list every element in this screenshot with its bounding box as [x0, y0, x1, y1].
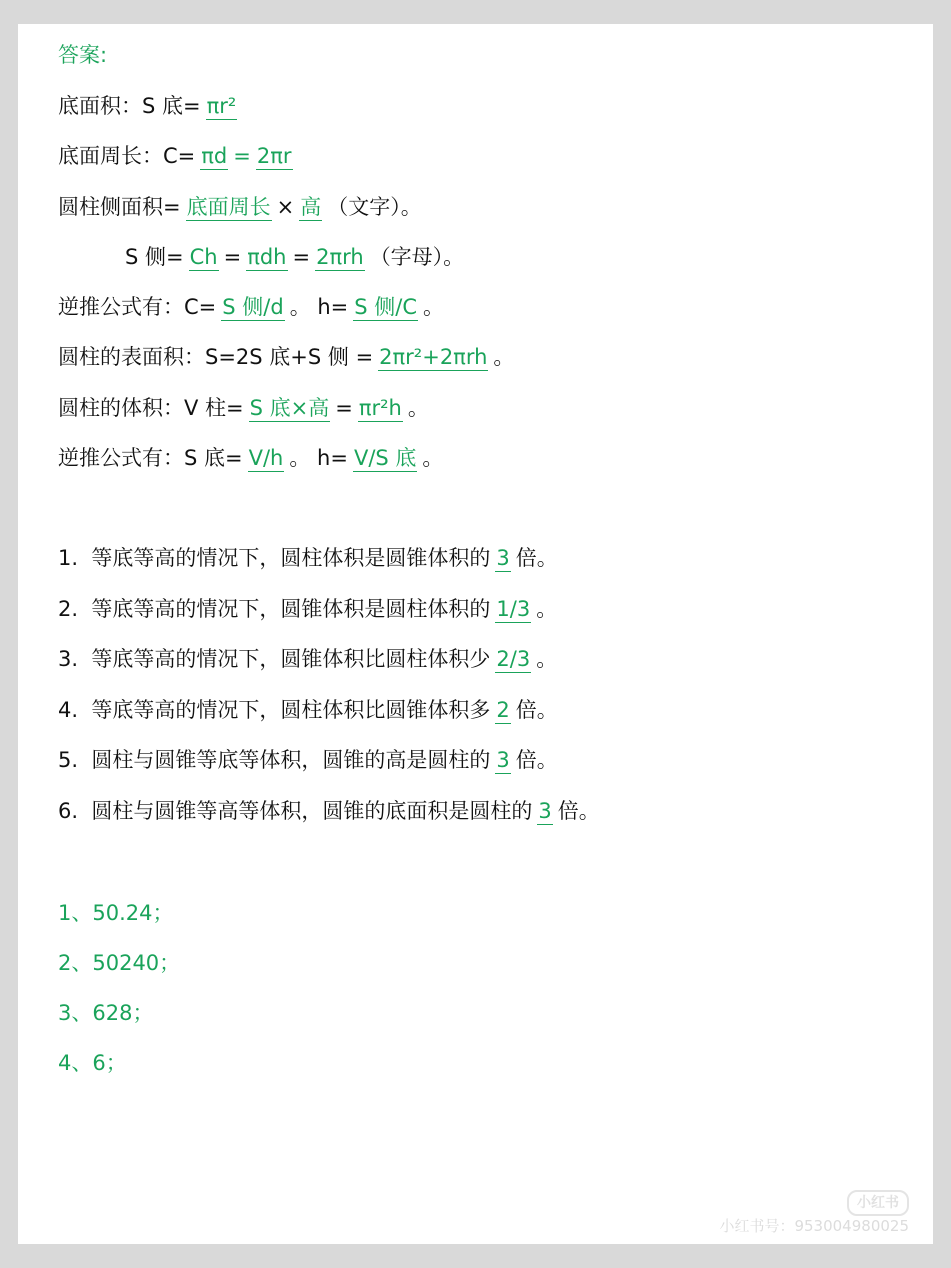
question-tail: 倍。: [515, 546, 558, 570]
question-1: [58, 543, 558, 573]
formula-mid: 。 h=: [289, 295, 349, 319]
formula-tail: （文字）。: [327, 195, 422, 219]
times-sign: ×: [276, 195, 295, 219]
formula-label: S 侧=: [125, 245, 184, 269]
answer-blank: 高: [300, 195, 322, 219]
question-text: 圆柱与圆锥等底等体积，圆锥的高是圆柱的: [91, 748, 491, 772]
question-tail: 。: [536, 647, 558, 671]
formula-label: 逆推公式有：C=: [58, 295, 217, 319]
formula-label: 逆推公式有：S 底=: [58, 446, 243, 470]
formula-tail: （字母）。: [369, 245, 465, 269]
formula-mid: 。 h=: [289, 446, 348, 470]
answer-blank: 3: [496, 546, 510, 570]
formula-lateral-area-words: [58, 192, 422, 222]
answer-blank: πd: [201, 144, 228, 168]
formula-label: 圆柱侧面积=: [58, 195, 181, 219]
equals-sign: =: [223, 245, 242, 269]
numeric-answer-1: 1、50.24；: [58, 901, 174, 925]
answer-blank: πr²: [206, 94, 237, 118]
answer-blank: πdh: [247, 245, 287, 269]
answer-blank: V/h: [248, 446, 284, 470]
formula-label: 圆柱的体积：V 柱=: [58, 396, 244, 420]
question-number: 6.: [58, 799, 79, 823]
question-text: 等底等高的情况下，圆柱体积是圆锥体积的: [91, 546, 491, 570]
answer-blank: 1/3: [496, 597, 531, 621]
answer-blank: 3: [538, 799, 552, 823]
question-tail: 倍。: [557, 799, 600, 823]
question-number: 5.: [58, 748, 79, 772]
equals-sign: =: [292, 245, 311, 269]
answer-sheet: [18, 24, 933, 1244]
answer-blank: 2πr: [256, 144, 292, 168]
question-5: [58, 745, 558, 775]
numeric-answer-4: 4、6；: [58, 1051, 127, 1075]
question-4: [58, 695, 558, 725]
numeric-answer-3: 3、628；: [58, 1001, 154, 1025]
question-text: 等底等高的情况下，圆柱体积比圆锥体积多: [91, 698, 491, 722]
formula-label: 底面周长：C=: [58, 144, 196, 168]
formula-label: 圆柱的表面积：S=2S 底+S 侧 =: [58, 345, 374, 369]
question-number: 4.: [58, 698, 79, 722]
answer-blank: Ch: [189, 245, 218, 269]
question-tail: 倍。: [515, 698, 558, 722]
formula-surface-area: [58, 342, 514, 372]
answer-blank: 2: [496, 698, 510, 722]
formula-tail: 。: [422, 446, 444, 470]
answer-blank: S 侧/C: [354, 295, 418, 319]
question-3: [58, 644, 557, 674]
watermark-id: 小红书号：953004980025: [719, 1217, 909, 1235]
formula-tail: 。: [423, 295, 445, 319]
question-tail: 。: [536, 597, 558, 621]
answers-heading: 答案:: [58, 43, 108, 67]
answer-blank: 2πrh: [316, 245, 364, 269]
formula-inverse-volume: [58, 443, 443, 473]
answer-blank: S 侧/d: [222, 295, 284, 319]
answer-blank: 3: [496, 748, 510, 772]
question-number: 2.: [58, 597, 79, 621]
watermark: [719, 1190, 909, 1236]
answer-blank: S 底×高: [249, 396, 330, 420]
answer-blank: πr²h: [358, 396, 402, 420]
question-6: [58, 796, 600, 826]
answer-blank: 底面周长: [186, 195, 271, 219]
formula-base-area: [58, 91, 242, 121]
formula-volume: [58, 393, 429, 423]
formula-label: 底面积：S 底=: [58, 94, 201, 118]
formula-tail: 。: [493, 345, 515, 369]
question-text: 等底等高的情况下，圆锥体积比圆柱体积少: [91, 647, 491, 671]
question-text: 等底等高的情况下，圆锥体积是圆柱体积的: [91, 597, 491, 621]
question-text: 圆柱与圆锥等高等体积，圆锥的底面积是圆柱的: [91, 799, 533, 823]
question-tail: 倍。: [515, 748, 558, 772]
answer-blank: V/S 底: [353, 446, 417, 470]
numeric-answer-2: 2、50240；: [58, 951, 181, 975]
answer-blank: 2πr²+2πrh: [379, 345, 488, 369]
formula-lateral-area-letters: [125, 242, 464, 272]
question-number: 3.: [58, 647, 79, 671]
formula-inverse-lateral: [58, 292, 444, 322]
watermark-logo: 小红书: [847, 1190, 909, 1216]
answer-blank: 2/3: [496, 647, 531, 671]
equals-sign: =: [233, 144, 251, 168]
formula-tail: 。: [407, 396, 429, 420]
formula-base-circumference: [58, 141, 298, 171]
question-2: [58, 594, 557, 624]
equals-sign: =: [335, 396, 353, 420]
question-number: 1.: [58, 546, 79, 570]
